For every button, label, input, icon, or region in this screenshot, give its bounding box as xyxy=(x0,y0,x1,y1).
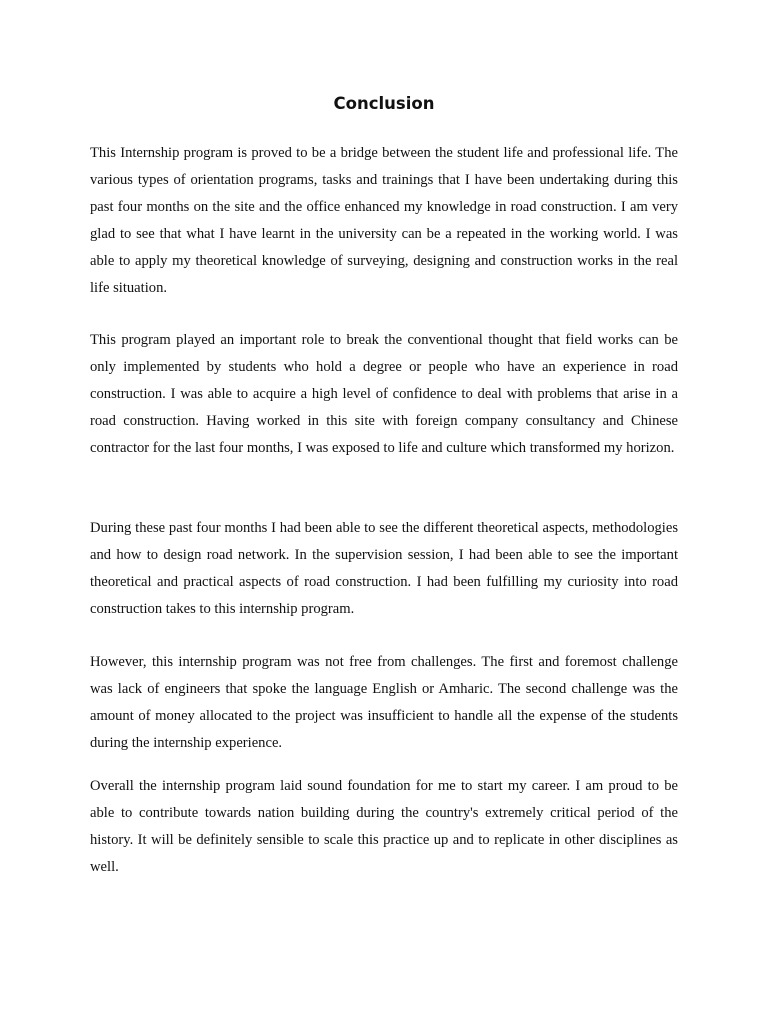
paragraph-5: Overall the internship program laid sound foundation for me to start my career. I am proud to be able to contribute towards nation building during the country's extremely critical period of the history. It will be definitely sensible to scale this practice up and to replicate in other disciplines as well. xyxy=(90,778,678,875)
paragraph-1: This Internship program is proved to be a bridge between the student life and professional life. The various types of orientation programs, tasks and trainings that I have been undertaking during this past four months on the site and the office enhanced my knowledge in road construction. I am very glad to see that what I have learnt in the university can be a repeated in the working world. I was able to apply my theoretical knowledge of surveying, designing and construction works in the real life situation. xyxy=(90,145,678,296)
paragraph-2: This program played an important role to break the conventional thought that field works can be only implemented by students who hold a degree or people who have an experience in road construction. I was able to acquire a high level of confidence to deal with problems that arise in a road construction. Having worked in this site with foreign company consultancy and Chinese contractor for the last four months, I was exposed to life and culture which transformed my horizon. xyxy=(90,332,678,456)
page-title: Conclusion xyxy=(333,94,435,113)
paragraph-4: However, this internship program was not free from challenges. The first and foremost challenge was lack of engineers that spoke the language English or Amharic. The second challenge was the amount of money allocated to the project was insufficient to handle all the expense of the students during the internship experience. xyxy=(90,654,678,751)
paragraph-3: During these past four months I had been able to see the different theoretical aspects, methodologies and how to design road network. In the supervision session, I had been able to see the important theoretical and practical aspects of road construction. I had been fulfilling my curiosity into road construction takes to this internship program. xyxy=(90,520,678,617)
